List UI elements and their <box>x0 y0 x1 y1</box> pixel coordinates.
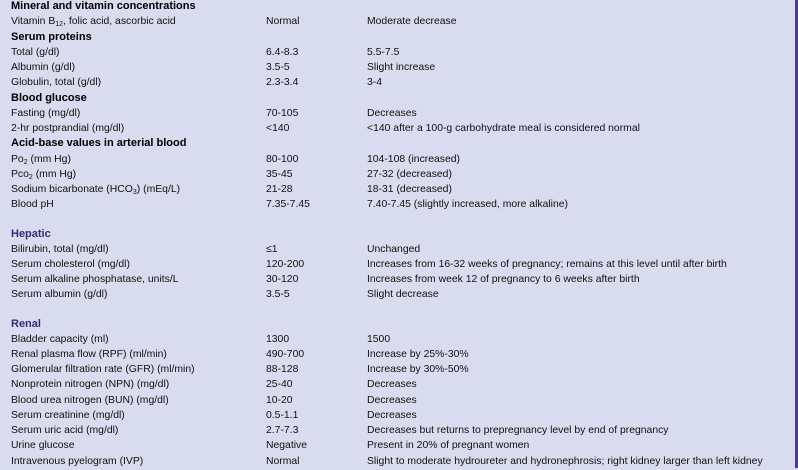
table-row <box>0 61 798 76</box>
pregnancy-change: Slight increase <box>367 62 436 73</box>
table-row <box>0 333 798 348</box>
section-heading: Renal <box>11 317 41 330</box>
test-name: Blood urea nitrogen (BUN) (mg/dl) <box>11 394 169 406</box>
normal-value: 6.4-8.3 <box>266 46 299 58</box>
pregnancy-change: 27-32 (decreased) <box>367 168 452 180</box>
normal-value: 21-28 <box>266 184 293 195</box>
test-name: Blood pH <box>11 199 54 211</box>
normal-value: 2.3-3.4 <box>266 77 299 89</box>
pregnancy-change: 7.40-7.45 (slightly increased, more alkaline) <box>367 199 568 211</box>
pregnancy-change: Present in 20% of pregnant women <box>367 440 530 452</box>
table-row <box>0 183 798 198</box>
normal-value: 7.35-7.45 <box>266 199 310 211</box>
test-name: Serum alkaline phosphatase, units/L <box>11 274 179 285</box>
section-heading: Hepatic <box>11 227 51 240</box>
test-name: Urine glucose <box>11 440 75 452</box>
table-row <box>0 424 798 439</box>
test-name: Serum uric acid (mg/dl) <box>11 425 119 436</box>
subheading-row <box>0 137 798 152</box>
normal-value: Normal <box>266 16 300 28</box>
table-row <box>0 46 798 61</box>
test-name: Glomerular filtration rate (GFR) (ml/min) <box>11 364 195 375</box>
test-name: Bladder capacity (ml) <box>11 333 109 345</box>
normal-value: 30-120 <box>266 274 299 285</box>
table-row <box>0 258 798 273</box>
section-gap <box>0 304 798 312</box>
table-row <box>0 409 798 424</box>
table-row <box>0 243 798 258</box>
table-row <box>0 76 798 91</box>
pregnancy-change: Slight to moderate hydroureter and hydronephrosis; right kidney larger than left kidney <box>367 455 763 467</box>
table-row <box>0 153 798 168</box>
subheading-row <box>0 31 798 46</box>
test-name: Vitamin $B_{12}$, folic acid, ascorbic acid <box>11 16 176 29</box>
normal-value: Negative <box>266 440 308 452</box>
test-name: Serum creatinine (mg/dl) <box>11 409 125 421</box>
subheading-row <box>0 92 798 107</box>
normal-value: <140 <box>266 123 290 134</box>
normal-value: 35-45 <box>266 168 293 180</box>
table-row <box>0 15 798 30</box>
table-row <box>0 455 798 470</box>
test-name: Nonprotein nitrogen (NPN) (mg/dl) <box>11 379 170 391</box>
subheading: Acid-base values in arterial blood <box>11 137 187 150</box>
pregnancy-change: Decreases <box>367 409 417 421</box>
pregnancy-change: Decreases <box>367 379 417 391</box>
normal-value: 70-105 <box>266 107 299 119</box>
subheading-row <box>0 0 798 15</box>
pregnancy-change: <140 after a 100-g carbohydrate meal is considered normal <box>367 123 640 134</box>
normal-value: 88-128 <box>266 364 299 375</box>
subheading: Blood glucose <box>11 91 87 104</box>
pregnancy-change: Decreases but returns to prepregnancy level by end of pregnancy <box>367 425 669 436</box>
pregnancy-change: 1500 <box>367 333 391 345</box>
normal-value: 0.5-1.1 <box>266 409 299 421</box>
pregnancy-change: Moderate decrease <box>367 16 457 28</box>
table-row <box>0 198 798 213</box>
pregnancy-change: 5.5-7.5 <box>367 46 400 58</box>
test-name: Globulin, total (g/dl) <box>11 77 102 89</box>
normal-value: 3.5-5 <box>266 289 290 301</box>
table-row <box>0 273 798 288</box>
section-heading-row <box>0 312 798 333</box>
pregnancy-change: Unchanged <box>367 243 421 255</box>
normal-value: Normal <box>266 455 300 467</box>
pregnancy-change: Increases from week 12 of pregnancy to 6 weeks after birth <box>367 274 640 285</box>
table-row <box>0 394 798 409</box>
normal-value: ≤1 <box>266 243 278 255</box>
pregnancy-change: Increase by 30%-50% <box>367 364 469 375</box>
subheading: Mineral and vitamin concentrations <box>11 0 196 12</box>
test-name: Sodium bicarbonate $(HCO_3)$ (mEq/L) <box>11 184 181 196</box>
normal-value: 3.5-5 <box>266 62 290 73</box>
test-name: Total (g/dl) <box>11 46 60 58</box>
test-name: Intravenous pyelogram (IVP) <box>11 455 144 467</box>
table-row <box>0 122 798 137</box>
table-row <box>0 288 798 303</box>
normal-value: 120-200 <box>266 258 305 270</box>
pregnancy-change: Decreases <box>367 394 417 406</box>
test-name: Renal plasma flow (RPF) (ml/min) <box>11 348 167 360</box>
subheading: Serum proteins <box>11 30 92 43</box>
test-name: Albumin (g/dl) <box>11 62 76 73</box>
pregnancy-change: Increase by 25%-30% <box>367 348 469 360</box>
section-gap <box>0 214 798 222</box>
test-name: Serum cholesterol (mg/dl) <box>11 258 130 270</box>
pregnancy-change: Slight decrease <box>367 289 439 301</box>
table-row <box>0 168 798 183</box>
normal-value: 1300 <box>266 333 290 345</box>
normal-value: 10-20 <box>266 394 293 406</box>
test-name: 2-hr postprandial (mg/dl) <box>11 123 125 134</box>
pregnancy-change: 104-108 (increased) <box>367 153 460 165</box>
table-row <box>0 107 798 122</box>
table-row <box>0 378 798 393</box>
normal-value: 490-700 <box>266 348 305 360</box>
pregnancy-change: 18-31 (decreased) <box>367 184 452 195</box>
pregnancy-change: Increases from 16-32 weeks of pregnancy; remains at this level until after birth <box>367 258 727 270</box>
normal-value: 80-100 <box>266 153 299 165</box>
test-name: $Po_2$ (mm Hg) <box>11 153 71 166</box>
table-row <box>0 363 798 378</box>
pregnancy-change: Decreases <box>367 107 417 119</box>
test-name: Fasting (mg/dl) <box>11 107 81 119</box>
normal-value: 2.7-7.3 <box>266 425 299 436</box>
test-name: Bilirubin, total (mg/dl) <box>11 243 109 255</box>
pregnancy-change: 3-4 <box>367 77 383 89</box>
test-name: Serum albumin (g/dl) <box>11 289 108 301</box>
test-name: Pco$_2$ (mm Hg) <box>11 168 77 181</box>
normal-value: 25-40 <box>266 379 293 391</box>
section-heading-row <box>0 222 798 243</box>
table-row <box>0 439 798 454</box>
table-row <box>0 348 798 363</box>
